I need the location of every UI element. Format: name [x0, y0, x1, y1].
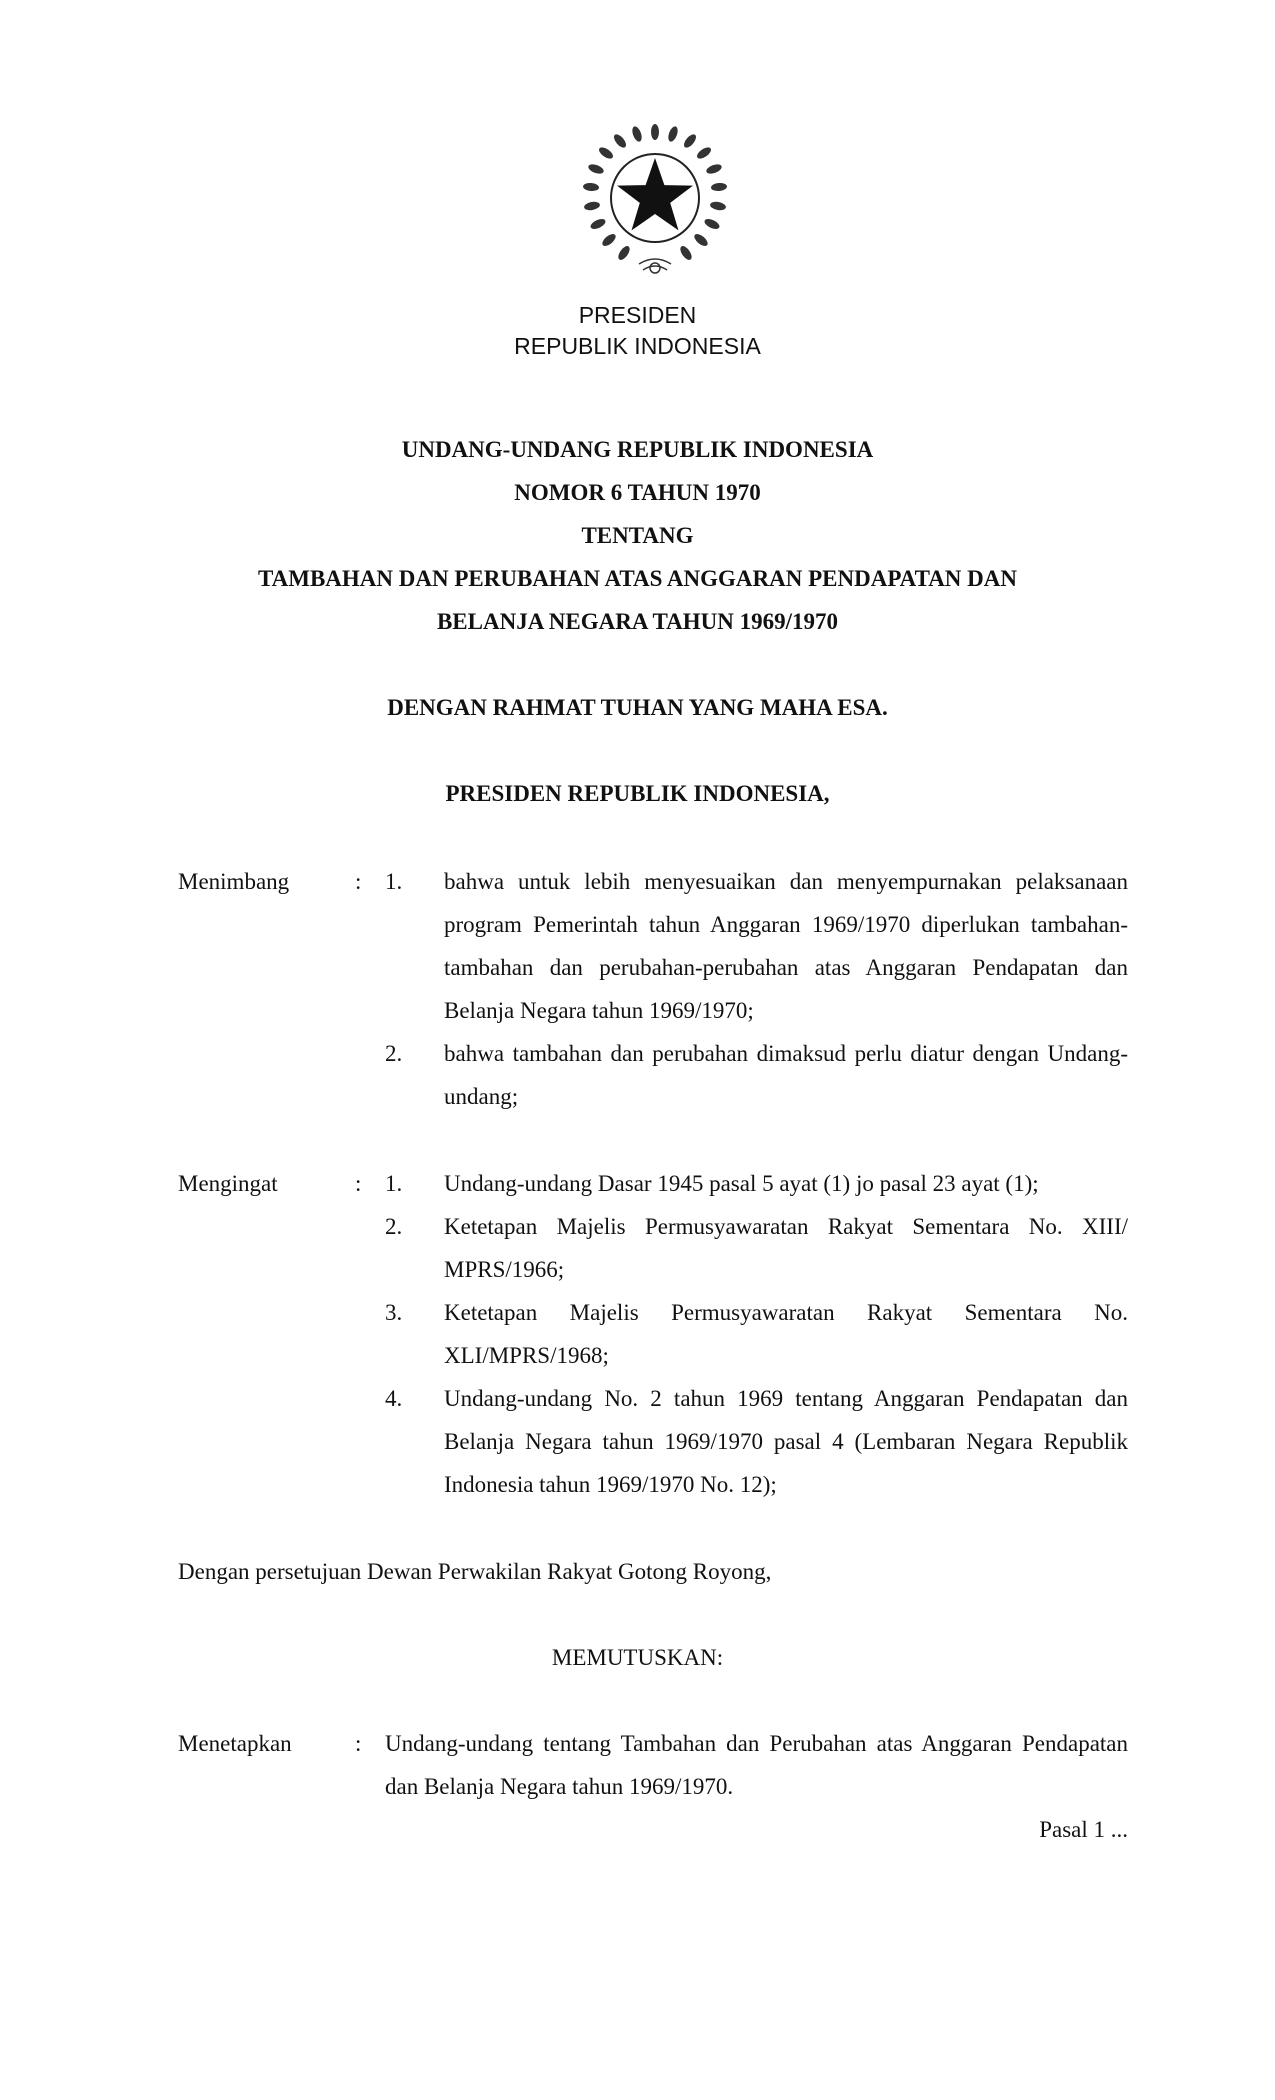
mengingat-colon: :: [355, 1171, 362, 1196]
header-line-republik: REPUBLIK INDONESIA: [514, 333, 761, 359]
menimbang-item-2-num: 2.: [385, 1041, 403, 1066]
title-line-5: BELANJA NEGARA TAHUN 1969/1970: [436, 609, 839, 634]
mengingat-item-2-text: Ketetapan Majelis Permusyawaratan Rakyat Sementara No. XIII/ MPRS/1966;: [444, 1214, 1128, 1282]
menetapkan-text: Undang-undang tentang Tambahan dan Perubahan atas Anggaran Pendapatan dan Belanja Negara tahun 1969/1970.: [385, 1731, 1128, 1799]
title-line-4: TAMBAHAN DAN PERUBAHAN ATAS ANGGARAN PENDAPATAN DAN: [258, 566, 1017, 591]
menetapkan-colon: :: [355, 1731, 362, 1756]
menimbang-label: Menimbang: [178, 869, 290, 894]
persetujuan: Dengan persetujuan Dewan Perwakilan Rakyat Gotong Royong,: [178, 1559, 772, 1584]
title-line-2: NOMOR 6 TAHUN 1970: [514, 480, 761, 505]
mengingat-item-2-num: 2.: [385, 1214, 403, 1239]
mengingat-item-1-num: 1.: [385, 1171, 403, 1196]
menimbang-item-1-num: 1.: [385, 869, 403, 894]
menimbang-colon: :: [355, 869, 362, 894]
mengingat-item-4-num: 4.: [385, 1386, 403, 1411]
mengingat-item-3-num: 3.: [385, 1300, 403, 1325]
menetapkan-label: Menetapkan: [178, 1731, 292, 1756]
page-continuation: Pasal 1 ...: [1039, 1817, 1128, 1842]
mengingat-item-4-text: Undang-undang No. 2 tahun 1969 tentang Anggaran Pendapatan dan Belanja Negara tahun 1969/1970 pasal 4 (Lembaran Negara Republik Indonesia tahun 1969/1970 No. 12);: [444, 1386, 1128, 1497]
title-line-3: TENTANG: [581, 523, 694, 548]
mengingat-label: Mengingat: [178, 1171, 278, 1196]
header-line-presiden: PRESIDEN: [578, 302, 697, 328]
mengingat-item-1-text: Undang-undang Dasar 1945 pasal 5 ayat (1) jo pasal 23 ayat (1);: [444, 1171, 1039, 1196]
menimbang-item-1-text: bahwa untuk lebih menyesuaikan dan menyempurnakan pelaksanaan program Pemerintah tahun Anggaran 1969/1970 diperlukan tambahan-tambahan dan perubahan-perubahan atas Anggaran Pendapatan dan Belanja Negara tahun 1969/1970;: [444, 869, 1128, 1023]
menimbang-item-2-text: bahwa tambahan dan perubahan dimaksud perlu diatur dengan Undang-undang;: [444, 1041, 1128, 1109]
invocation: DENGAN RAHMAT TUHAN YANG MAHA ESA.: [387, 695, 888, 720]
title-line-1: UNDANG-UNDANG REPUBLIK INDONESIA: [401, 437, 874, 462]
mengingat-item-3-text: Ketetapan Majelis Permusyawaratan Rakyat Sementara No. XLI/MPRS/1968;: [444, 1300, 1128, 1368]
memutuskan: MEMUTUSKAN:: [551, 1645, 724, 1670]
garuda-emblem-icon: [573, 118, 737, 282]
president-heading: PRESIDEN REPUBLIK INDONESIA,: [445, 781, 830, 806]
